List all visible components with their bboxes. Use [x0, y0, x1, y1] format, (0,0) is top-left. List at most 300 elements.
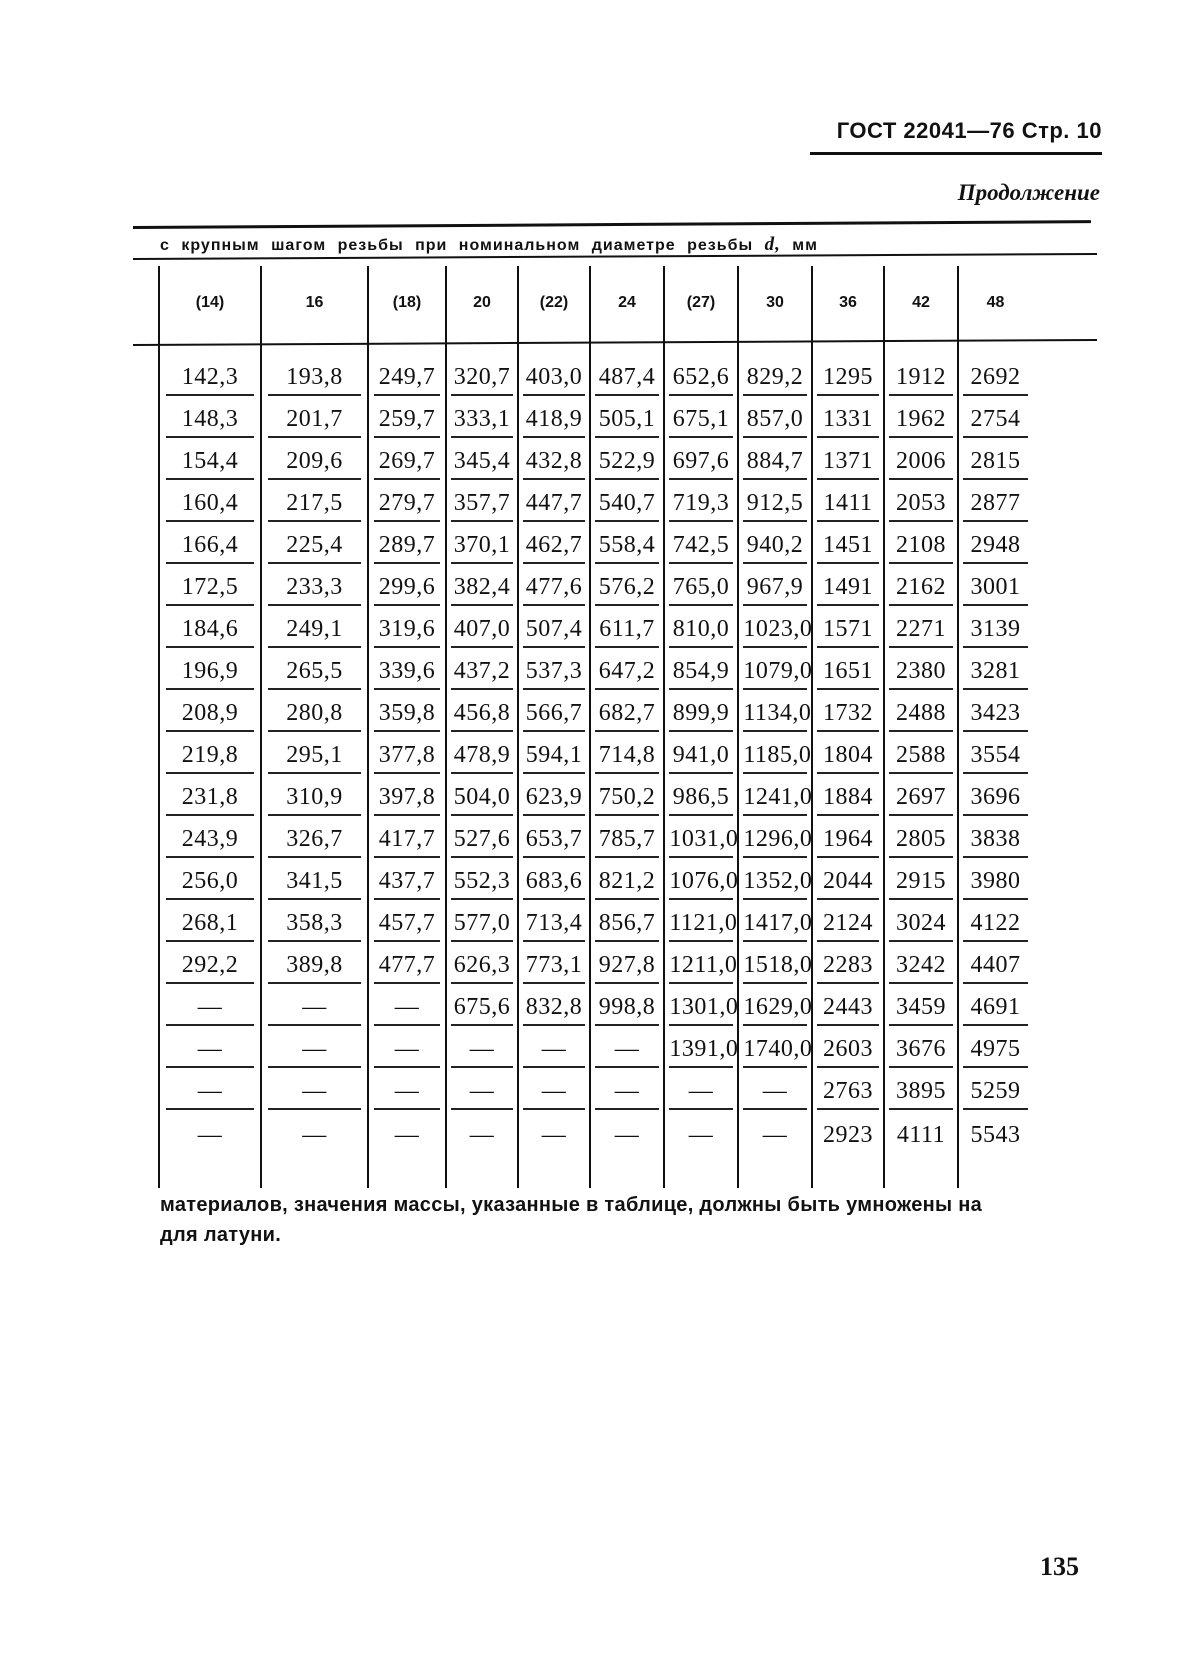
cell-value: 1651 [817, 656, 879, 690]
spacer-cell [664, 340, 738, 354]
cell-value: 3281 [963, 656, 1027, 690]
table-cell [261, 522, 368, 564]
table-cell [518, 984, 590, 1026]
table-cell [159, 816, 261, 858]
cell-value: 522,9 [595, 446, 658, 480]
cell-value: — [451, 1034, 513, 1068]
cell-value: 1076,0 [669, 866, 732, 900]
table-cell [590, 606, 664, 648]
cell-value: — [374, 1034, 441, 1068]
table-cell [664, 858, 738, 900]
table-row [159, 396, 1032, 438]
table-cell [958, 480, 1032, 522]
table-cell [518, 438, 590, 480]
cell-value: 504,0 [451, 782, 513, 816]
table-cell [590, 774, 664, 816]
table-cell [738, 816, 812, 858]
cell-value: 3242 [889, 950, 952, 984]
table-cell [884, 522, 958, 564]
spacer-cell [812, 340, 884, 354]
cell-value: 1732 [817, 698, 879, 732]
table-cell [958, 690, 1032, 732]
cell-value: 1451 [817, 530, 879, 564]
column-header: 16 [261, 266, 368, 340]
cell-value: 652,6 [669, 362, 732, 396]
cell-value: 3139 [963, 614, 1027, 648]
cell-value: 986,5 [669, 782, 732, 816]
table-cell [261, 984, 368, 1026]
table-cell [446, 1110, 518, 1152]
table-cell [446, 354, 518, 396]
table-cell [958, 858, 1032, 900]
cell-value: 1884 [817, 782, 879, 816]
table-cell [958, 774, 1032, 816]
table-cell [261, 564, 368, 606]
table-cell [368, 648, 446, 690]
table-cell [590, 438, 664, 480]
table-cell [518, 396, 590, 438]
cell-value: 829,2 [743, 362, 806, 396]
cell-value: 358,3 [268, 908, 360, 942]
table-cell [159, 1026, 261, 1068]
table-cell [884, 858, 958, 900]
cell-value: 2697 [889, 782, 952, 816]
cell-value: 172,5 [166, 572, 254, 606]
table-cell [590, 942, 664, 984]
table-cell [446, 438, 518, 480]
cell-value: — [743, 1076, 806, 1110]
tail-cell [159, 1152, 261, 1188]
table-cell [518, 858, 590, 900]
cell-value: 1571 [817, 614, 879, 648]
cell-value: 154,4 [166, 446, 254, 480]
table-cell [812, 522, 884, 564]
tail-cell [738, 1152, 812, 1188]
table-cell [261, 816, 368, 858]
cell-value: 268,1 [166, 908, 254, 942]
tail-cell [812, 1152, 884, 1188]
table-row [159, 774, 1032, 816]
cell-value: 447,7 [523, 488, 585, 522]
cell-value: 279,7 [374, 488, 441, 522]
table-cell [261, 900, 368, 942]
cell-value: 407,0 [451, 614, 513, 648]
cell-value: 623,9 [523, 782, 585, 816]
cell-value: 566,7 [523, 698, 585, 732]
table-cell [812, 354, 884, 396]
cell-value: 1417,0 [743, 908, 806, 942]
table-cell [812, 690, 884, 732]
table-row [159, 564, 1032, 606]
mass-table [158, 266, 1032, 1188]
cell-value: 1912 [889, 362, 952, 396]
tail-cell [958, 1152, 1032, 1188]
table-row [159, 816, 1032, 858]
cell-value: 1134,0 [743, 698, 806, 732]
table-cell [446, 648, 518, 690]
table-row [159, 1026, 1032, 1068]
table-cell [812, 816, 884, 858]
column-header: (18) [368, 266, 446, 340]
cell-value: 1295 [817, 362, 879, 396]
table-cell [738, 942, 812, 984]
cell-value: 1518,0 [743, 950, 806, 984]
table-cell [446, 690, 518, 732]
table-cell [518, 606, 590, 648]
cell-value: — [302, 1122, 327, 1148]
cell-value: 3838 [963, 824, 1027, 858]
table-cell [958, 1026, 1032, 1068]
cell-value: 357,7 [451, 488, 513, 522]
table-cell [261, 438, 368, 480]
table-cell [590, 858, 664, 900]
table-cell [590, 690, 664, 732]
cell-value: 2692 [963, 362, 1027, 396]
cell-value: 339,6 [374, 656, 441, 690]
table-cell [261, 648, 368, 690]
table-cell [518, 942, 590, 984]
cell-value: 854,9 [669, 656, 732, 690]
table-row [159, 1110, 1032, 1152]
cell-value: 899,9 [669, 698, 732, 732]
cell-value: 2283 [817, 950, 879, 984]
cell-value: — [523, 1076, 585, 1110]
table-cell [446, 480, 518, 522]
table-cell [368, 522, 446, 564]
table-cell [446, 816, 518, 858]
cell-value: 377,8 [374, 740, 441, 774]
table-cell [446, 564, 518, 606]
table-cell [884, 354, 958, 396]
cell-value: 1964 [817, 824, 879, 858]
cell-value: 319,6 [374, 614, 441, 648]
table-row [159, 648, 1032, 690]
column-header: (22) [518, 266, 590, 340]
cell-value: 4407 [963, 950, 1027, 984]
cell-value: — [595, 1034, 658, 1068]
footnote-line-1: материалов, значения массы, указанные в таблице, должны быть умножены на [160, 1194, 983, 1216]
cell-value: 478,9 [451, 740, 513, 774]
table-cell [446, 984, 518, 1026]
tail-cell [368, 1152, 446, 1188]
cell-value: 1296,0 [743, 824, 806, 858]
cell-value: 341,5 [268, 866, 360, 900]
table-cell [590, 522, 664, 564]
cell-value: 1962 [889, 404, 952, 438]
cell-value: — [394, 1122, 420, 1148]
table-cell [159, 438, 261, 480]
table-cell [664, 690, 738, 732]
cell-value: 750,2 [595, 782, 658, 816]
cell-value: 2488 [889, 698, 952, 732]
cell-value: 675,1 [669, 404, 732, 438]
table-cell [159, 648, 261, 690]
table-cell [812, 648, 884, 690]
cell-value: 2763 [817, 1076, 879, 1110]
tail-cell [590, 1152, 664, 1188]
table-cell [958, 438, 1032, 480]
table-cell [590, 984, 664, 1026]
table-cell [261, 774, 368, 816]
table-cell [812, 438, 884, 480]
caption-unit: мм [792, 237, 818, 254]
cell-value: 4975 [963, 1034, 1027, 1068]
table-cell [446, 900, 518, 942]
continuation-label: Продолжение [957, 180, 1100, 205]
cell-value: 540,7 [595, 488, 658, 522]
table-cell [261, 606, 368, 648]
cell-value: 249,1 [268, 614, 360, 648]
cell-value: 1211,0 [669, 950, 732, 984]
spacer-cell [261, 340, 368, 354]
table-cell [958, 1110, 1032, 1152]
table-cell [738, 858, 812, 900]
table-cell [368, 858, 446, 900]
table-cell [958, 816, 1032, 858]
cell-value: — [762, 1122, 788, 1148]
table-cell [738, 480, 812, 522]
cell-value: 773,1 [523, 950, 585, 984]
table-cell [738, 354, 812, 396]
table-cell [261, 1026, 368, 1068]
table-cell [368, 396, 446, 438]
table-cell [446, 1026, 518, 1068]
table-cell [812, 606, 884, 648]
table-row [159, 480, 1032, 522]
cell-value: 577,0 [451, 908, 513, 942]
table-cell [446, 942, 518, 984]
cell-value: 1079,0 [743, 656, 806, 690]
cell-value: 1331 [817, 404, 879, 438]
cell-value: 382,4 [451, 572, 513, 606]
table-cell [664, 1068, 738, 1110]
table-cell [738, 900, 812, 942]
table-cell [958, 942, 1032, 984]
cell-value: 310,9 [268, 782, 360, 816]
document-code-header: ГОСТ 22041—76 Стр. 10 [810, 118, 1102, 155]
cell-value: — [166, 1034, 254, 1068]
cell-value: 810,0 [669, 614, 732, 648]
spacer-cell [884, 340, 958, 354]
table-cell [884, 1026, 958, 1068]
table-cell [664, 606, 738, 648]
cell-value: 2124 [817, 908, 879, 942]
cell-value: 477,7 [374, 950, 441, 984]
column-header: 36 [812, 266, 884, 340]
table-cell [368, 354, 446, 396]
table-cell [590, 1026, 664, 1068]
table-cell [812, 1068, 884, 1110]
footnote [160, 1190, 1110, 1250]
spacer-cell [446, 340, 518, 354]
tail-cell [446, 1152, 518, 1188]
table-cell [664, 396, 738, 438]
table-top-rule [133, 220, 1091, 229]
table-cell [738, 522, 812, 564]
table-cell [812, 732, 884, 774]
cell-value: — [669, 1076, 732, 1110]
table-cell [664, 942, 738, 984]
table-cell [884, 648, 958, 690]
cell-value: 249,7 [374, 362, 441, 396]
cell-value: — [614, 1122, 640, 1148]
cell-value: 4111 [896, 1122, 946, 1148]
tail-cell [518, 1152, 590, 1188]
table-cell [664, 774, 738, 816]
cell-value: 2915 [889, 866, 952, 900]
table-cell [446, 606, 518, 648]
cell-value: 1352,0 [743, 866, 806, 900]
table-cell [664, 1026, 738, 1068]
cell-value: 417,7 [374, 824, 441, 858]
table-cell [518, 354, 590, 396]
table-cell [368, 774, 446, 816]
table-cell [518, 900, 590, 942]
cell-value: 333,1 [451, 404, 513, 438]
cell-value: 2044 [817, 866, 879, 900]
table-cell [446, 396, 518, 438]
cell-value: 2162 [889, 572, 952, 606]
cell-value: 1491 [817, 572, 879, 606]
cell-value: 1031,0 [669, 824, 732, 858]
cell-value: 785,7 [595, 824, 658, 858]
cell-value: 821,2 [595, 866, 658, 900]
cell-value: — [197, 1122, 223, 1148]
table-cell [368, 732, 446, 774]
table-cell [812, 480, 884, 522]
table-cell [884, 1110, 958, 1152]
cell-value: 594,1 [523, 740, 585, 774]
spacer-cell [518, 340, 590, 354]
cell-value: 4122 [963, 908, 1027, 942]
table-cell [446, 1068, 518, 1110]
cell-value: 292,2 [166, 950, 254, 984]
tail-cell [884, 1152, 958, 1188]
table-cell [664, 354, 738, 396]
cell-value: 2948 [963, 530, 1027, 564]
cell-value: 280,8 [268, 698, 360, 732]
cell-value: 884,7 [743, 446, 806, 480]
cell-value: 1023,0 [743, 614, 806, 648]
cell-value: 927,8 [595, 950, 658, 984]
cell-value: 1804 [817, 740, 879, 774]
column-header: 20 [446, 266, 518, 340]
page-number: 135 [1040, 1552, 1079, 1581]
tail-cell [664, 1152, 738, 1188]
table-cell [664, 900, 738, 942]
cell-value: 487,4 [595, 362, 658, 396]
table-cell [159, 690, 261, 732]
table-row [159, 606, 1032, 648]
column-header: 24 [590, 266, 664, 340]
cell-value: 713,4 [523, 908, 585, 942]
header-row [159, 266, 1032, 340]
table-cell [738, 732, 812, 774]
table-cell [664, 564, 738, 606]
table-cell [518, 1026, 590, 1068]
cell-value: — [688, 1122, 714, 1148]
table-cell [159, 942, 261, 984]
table-cell [812, 1026, 884, 1068]
table-cell [958, 984, 1032, 1026]
cell-value: 462,7 [523, 530, 585, 564]
cell-value: 3423 [963, 698, 1027, 732]
table-cell [812, 1110, 884, 1152]
table-row [159, 354, 1032, 396]
table-row [159, 732, 1032, 774]
table-cell [368, 690, 446, 732]
cell-value: 208,9 [166, 698, 254, 732]
cell-value: 256,0 [166, 866, 254, 900]
caption-variable: d, [764, 234, 781, 255]
table-cell [738, 984, 812, 1026]
cell-value: 1301,0 [669, 992, 732, 1026]
table-cell [738, 1068, 812, 1110]
cell-value: 437,7 [374, 866, 441, 900]
cell-value: 217,5 [268, 488, 360, 522]
table-cell [884, 942, 958, 984]
table-cell [664, 984, 738, 1026]
cell-value: 389,8 [268, 950, 360, 984]
table-cell [884, 480, 958, 522]
table-cell [518, 480, 590, 522]
spacer-cell [159, 340, 261, 354]
table-cell [590, 480, 664, 522]
cell-value: 457,7 [374, 908, 441, 942]
cell-value: 2380 [889, 656, 952, 690]
table-cell [368, 1026, 446, 1068]
table-cell [261, 942, 368, 984]
table-cell [738, 564, 812, 606]
cell-value: 269,7 [374, 446, 441, 480]
cell-value: 3980 [963, 866, 1027, 900]
cell-value: — [374, 992, 441, 1026]
cell-value: 527,6 [451, 824, 513, 858]
table-cell [812, 858, 884, 900]
cell-value: 714,8 [595, 740, 658, 774]
table-cell [518, 522, 590, 564]
cell-value: 397,8 [374, 782, 441, 816]
table-cell [261, 396, 368, 438]
column-header: (27) [664, 266, 738, 340]
caption-text: с крупным шагом резьбы при номинальном диаметре резьбы [160, 237, 754, 254]
cell-value: 912,5 [743, 488, 806, 522]
cell-value: 1121,0 [669, 908, 732, 942]
cell-value: 856,7 [595, 908, 658, 942]
table-cell [261, 732, 368, 774]
cell-value: 967,9 [743, 572, 806, 606]
table-cell [590, 1110, 664, 1152]
table-cell [159, 900, 261, 942]
cell-value: 742,5 [669, 530, 732, 564]
table-cell [738, 1110, 812, 1152]
table-row [159, 900, 1032, 942]
cell-value: 418,9 [523, 404, 585, 438]
cell-value: 1241,0 [743, 782, 806, 816]
cell-value: 552,3 [451, 866, 513, 900]
table-cell [590, 396, 664, 438]
cell-value: 857,0 [743, 404, 806, 438]
cell-value: 1391,0 [669, 1034, 732, 1068]
table-cell [446, 522, 518, 564]
cell-value: 370,1 [451, 530, 513, 564]
table-cell [368, 606, 446, 648]
table-cell [738, 690, 812, 732]
cell-value: 166,4 [166, 530, 254, 564]
spacer-cell [590, 340, 664, 354]
cell-value: 148,3 [166, 404, 254, 438]
table-cell [884, 900, 958, 942]
